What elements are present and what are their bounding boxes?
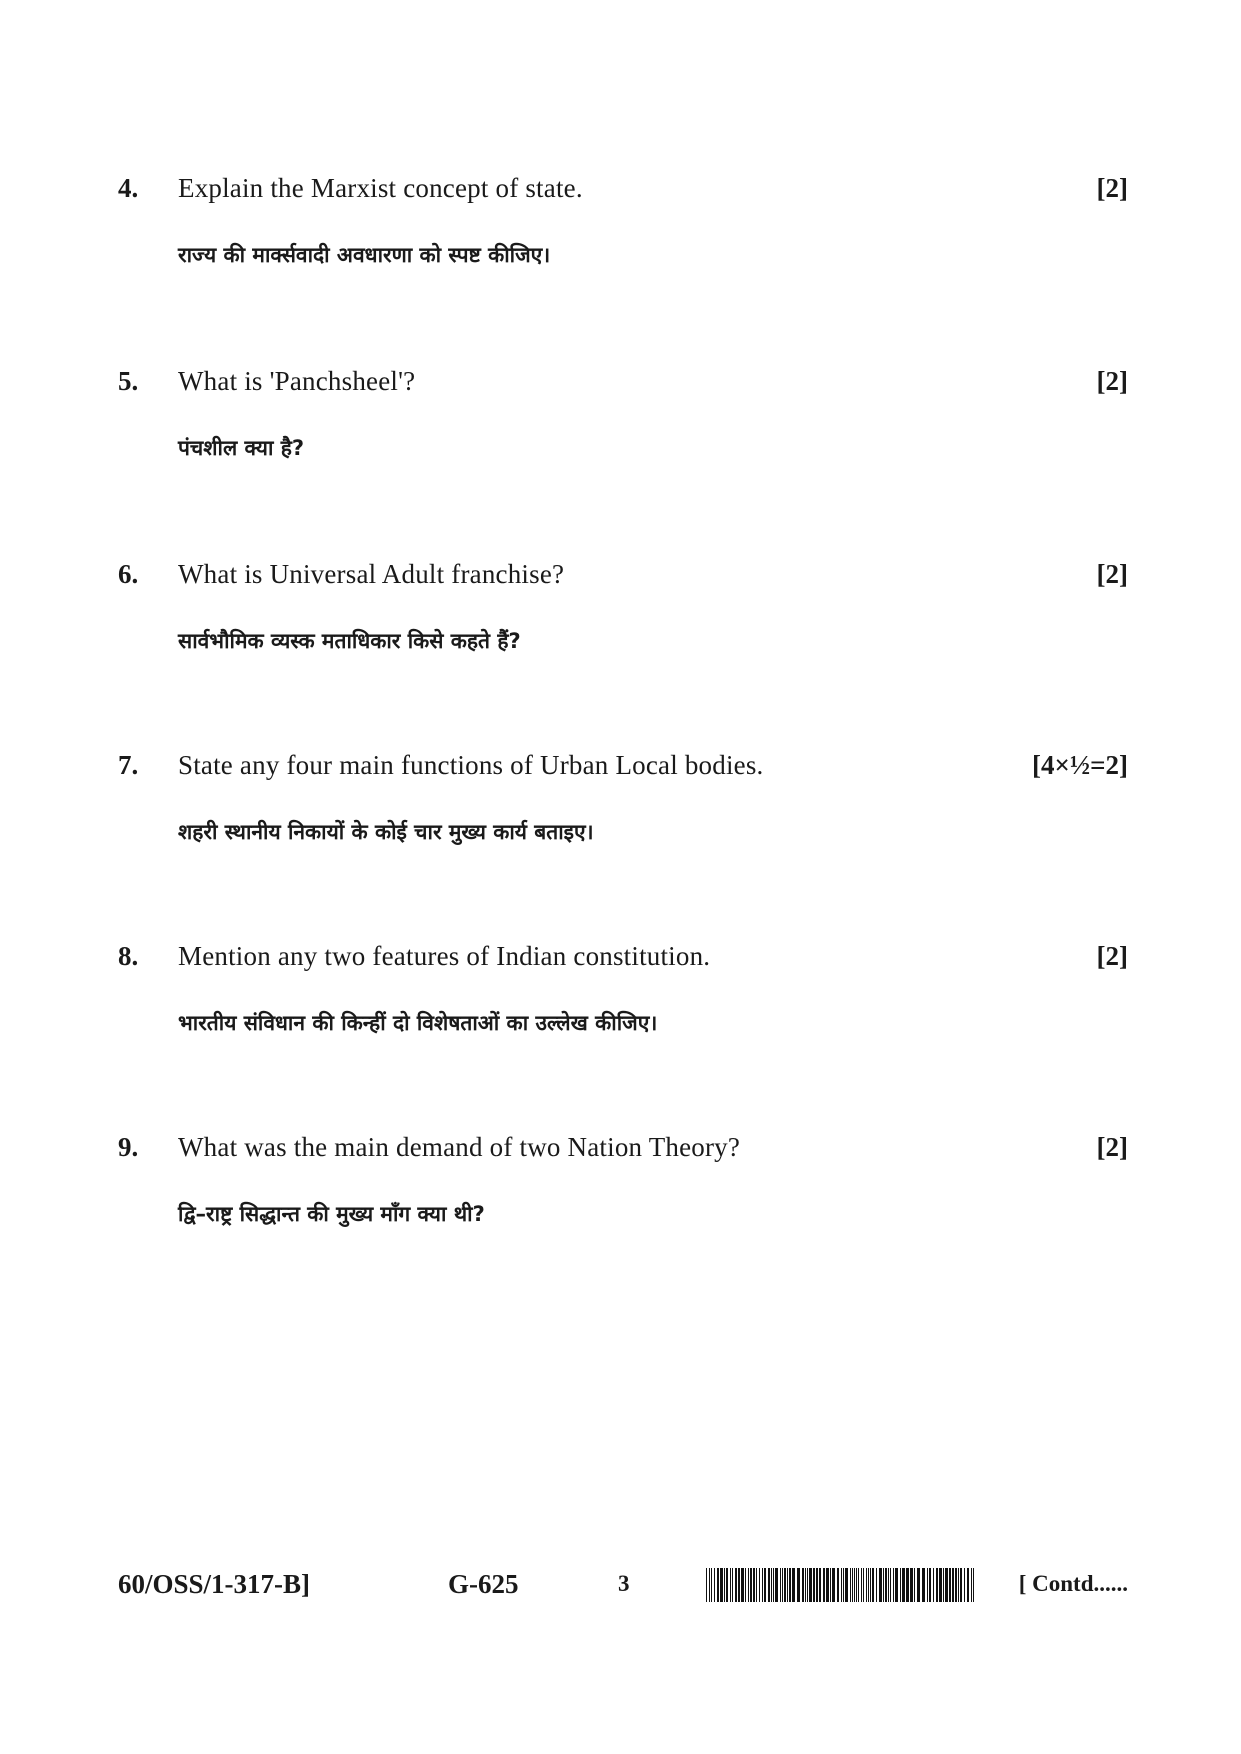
question-text-english: What is Universal Adult franchise?	[178, 559, 565, 589]
question-text-english: Mention any two features of Indian constitution.	[178, 941, 711, 971]
question-marks: [2]	[1096, 559, 1128, 589]
question-text-hindi: शहरी स्थानीय निकायों के कोई चार मुख्य कार्य बताइए।	[178, 820, 594, 844]
question-text-english: Explain the Marxist concept of state.	[178, 173, 583, 203]
question-number: 5.	[118, 366, 139, 396]
question-text-hindi: सार्वभौमिक व्यस्क मताधिकार किसे कहते हैं?	[178, 629, 521, 653]
page-footer	[118, 1566, 1128, 1606]
question-number: 4.	[118, 173, 139, 203]
continued-label: [ Contd......	[1018, 1571, 1128, 1596]
question-text-hindi: द्वि–राष्ट्र सिद्धान्त की मुख्य माँग क्या थी?	[178, 1202, 485, 1226]
question-9	[118, 1131, 1128, 1271]
question-marks: [2]	[1096, 366, 1128, 396]
question-marks: [2]	[1096, 1132, 1128, 1162]
question-number: 8.	[118, 941, 139, 971]
page-number: 3	[618, 1571, 630, 1596]
question-4	[118, 172, 1128, 312]
question-marks: [2]	[1096, 941, 1128, 971]
question-5	[118, 365, 1128, 505]
question-8	[118, 940, 1128, 1080]
question-text-hindi: राज्य की मार्क्सवादी अवधारणा को स्पष्ट कीजिए।	[178, 243, 551, 267]
question-7	[118, 749, 1128, 889]
paper-code: 60/OSS/1-317-B]	[118, 1569, 311, 1599]
question-text-hindi: भारतीय संविधान की किन्हीं दो विशेषताओं का उल्लेख कीजिए।	[178, 1011, 658, 1035]
question-text-english: State any four main functions of Urban Local bodies.	[178, 750, 764, 780]
question-number: 6.	[118, 559, 139, 589]
question-number: 7.	[118, 750, 139, 780]
barcode	[706, 1568, 978, 1602]
question-text-hindi: पंचशील क्या है?	[178, 436, 305, 460]
question-text-english: What is 'Panchsheel'?	[178, 366, 416, 396]
question-marks: [4×½=2]	[1031, 750, 1128, 780]
question-6	[118, 558, 1128, 698]
question-number: 9.	[118, 1132, 139, 1162]
question-text-english: What was the main demand of two Nation Theory?	[178, 1132, 741, 1162]
question-marks: [2]	[1096, 173, 1128, 203]
series-code: G-625	[448, 1569, 519, 1599]
